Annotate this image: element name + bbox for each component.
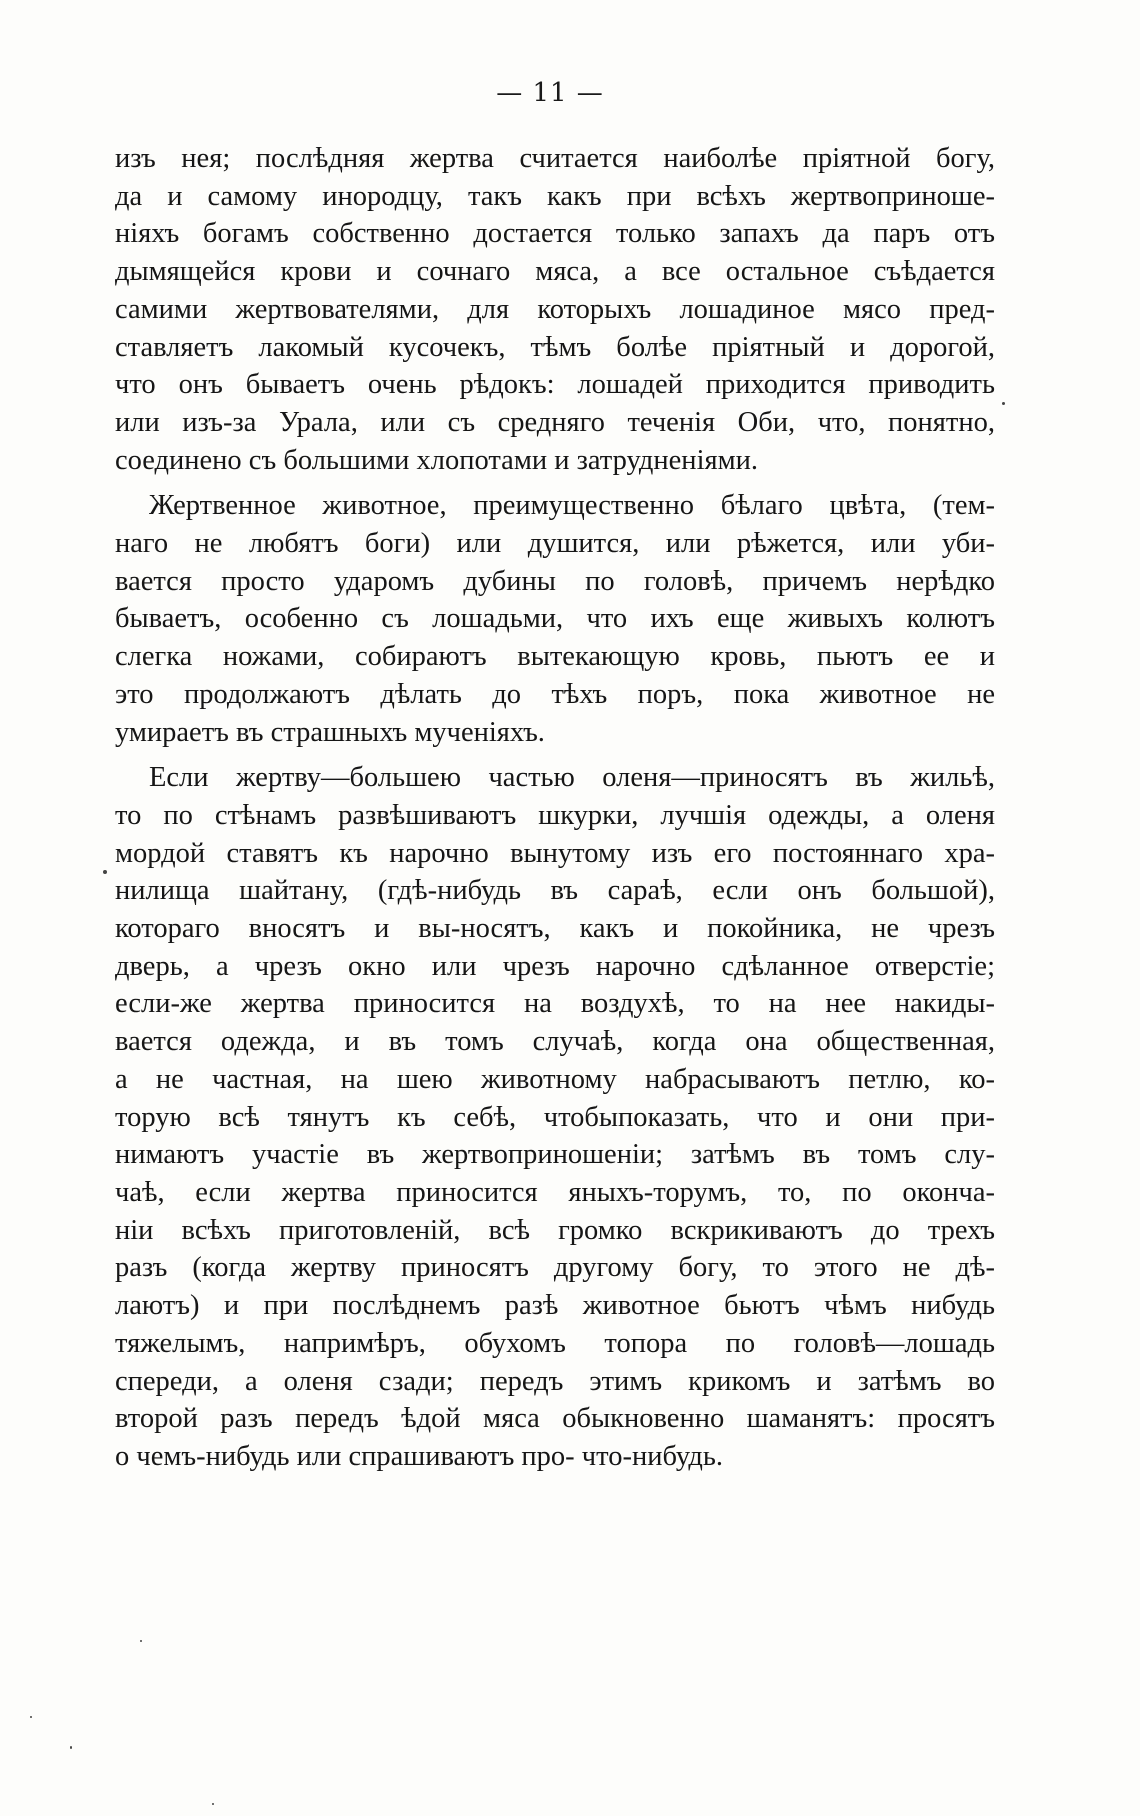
text-line: лаютъ) и при послѣднемъ разѣ животное бьютъ чѣмъ нибудь (115, 1290, 995, 1322)
text-line: наго не любятъ боги) или душится, или рѣжется, или уби- (115, 528, 995, 560)
text-line: бываетъ, особенно съ лошадьми, что ихъ еще живыхъ колютъ (115, 603, 995, 635)
text-line: изъ нея; послѣдняя жертва считается наиболѣе пріятной богу, (115, 143, 995, 174)
paragraph-3 (115, 759, 995, 1475)
text-line: о чемъ-нибудь или спрашиваютъ про- что-нибудь. (115, 1440, 723, 1472)
text-line: Жертвенное животное, преимущественно бѣлаго цвѣта, (тем- (149, 490, 995, 522)
text-line: нилища шайтану, (гдѣ-нибудь въ сараѣ, если онъ большой), (115, 875, 995, 907)
text-line: дымящейся крови и сочнаго мяса, а все остальное съѣдается (115, 256, 995, 288)
text-line: а не частная, на шею животному набрасываютъ петлю, ко- (115, 1063, 995, 1095)
body-text (115, 140, 995, 1476)
scan-speck (140, 1640, 142, 1642)
page-number: — 11 — (496, 78, 604, 108)
scan-speck (1002, 402, 1005, 405)
text-line: ніи всѣхъ приготовленій, всѣ громко вскрикиваютъ до трехъ (115, 1214, 995, 1246)
text-line: разъ (когда жертву приносятъ другому богу, то этого не дѣ- (115, 1252, 995, 1284)
text-line: Если жертву—большею частью оленя—приносятъ въ жильѣ, (149, 762, 995, 794)
text-line: умираетъ въ страшныхъ мученіяхъ. (115, 716, 545, 748)
text-line: слегка ножами, собираютъ вытекающую кровь, пьютъ ее и (115, 641, 995, 673)
paragraph-2 (115, 487, 995, 751)
text-line: то по стѣнамъ развѣшиваютъ шкурки, лучшія одежды, а оленя (115, 799, 995, 831)
text-line: чаѣ, если жертва приносится яныхъ-торумъ, то, по оконча- (115, 1176, 995, 1208)
scan-speck (30, 1716, 32, 1718)
text-line: вается просто ударомъ дубины по головѣ, причемъ нерѣдко (115, 565, 995, 597)
text-line: котораго вносятъ и вы-носятъ, какъ и покойника, не чрезъ (115, 913, 995, 945)
text-line: торую всѣ тянутъ къ себѣ, чтобыпоказать, что и они при- (115, 1101, 995, 1133)
text-line: соединено съ большими хлопотами и затрудненіями. (115, 444, 759, 476)
text-line: если-же жертва приносится на воздухѣ, то на нее накиды- (115, 988, 995, 1020)
text-line: что онъ бываетъ очень рѣдокъ: лошадей приходится приводить (115, 369, 995, 401)
text-line: спереди, а оленя сзади; передъ этимъ крикомъ и затѣмъ во (115, 1365, 995, 1397)
text-line: тяжелымъ, напримѣръ, обухомъ топора по головѣ—лошадь (115, 1327, 995, 1359)
text-line: дверь, а чрезъ окно или чрезъ нарочно сдѣланное отверстіе; (115, 950, 995, 982)
text-line: или изъ-за Урала, или съ средняго теченія Оби, что, понятно, (115, 406, 995, 438)
text-line: нимаютъ участіе въ жертвоприношеніи; затѣмъ въ томъ слу- (115, 1139, 995, 1171)
text-line: это продолжаютъ дѣлать до тѣхъ поръ, пока животное не (115, 678, 995, 710)
text-line: ніяхъ богамъ собственно достается только запахъ да паръ отъ (115, 218, 995, 250)
text-line: самими жертвователями, для которыхъ лошадиное мясо пред- (115, 293, 995, 325)
text-line: второй разъ передъ ѣдой мяса обыкновенно шаманятъ: просятъ (115, 1403, 995, 1435)
scan-speck (103, 870, 107, 874)
text-line: да и самому инородцу, такъ какъ при всѣхъ жертвоприноше- (115, 180, 995, 212)
text-line: мордой ставятъ къ нарочно вынутому изъ его постояннаго хра- (115, 837, 995, 869)
paragraph-1 (115, 140, 995, 479)
scan-speck (70, 1746, 72, 1749)
scan-speck (212, 1803, 214, 1805)
text-line: ставляетъ лакомый кусочекъ, тѣмъ болѣе пріятный и дорогой, (115, 331, 995, 363)
text-line: вается одежда, и въ томъ случаѣ, когда она общественная, (115, 1026, 995, 1058)
